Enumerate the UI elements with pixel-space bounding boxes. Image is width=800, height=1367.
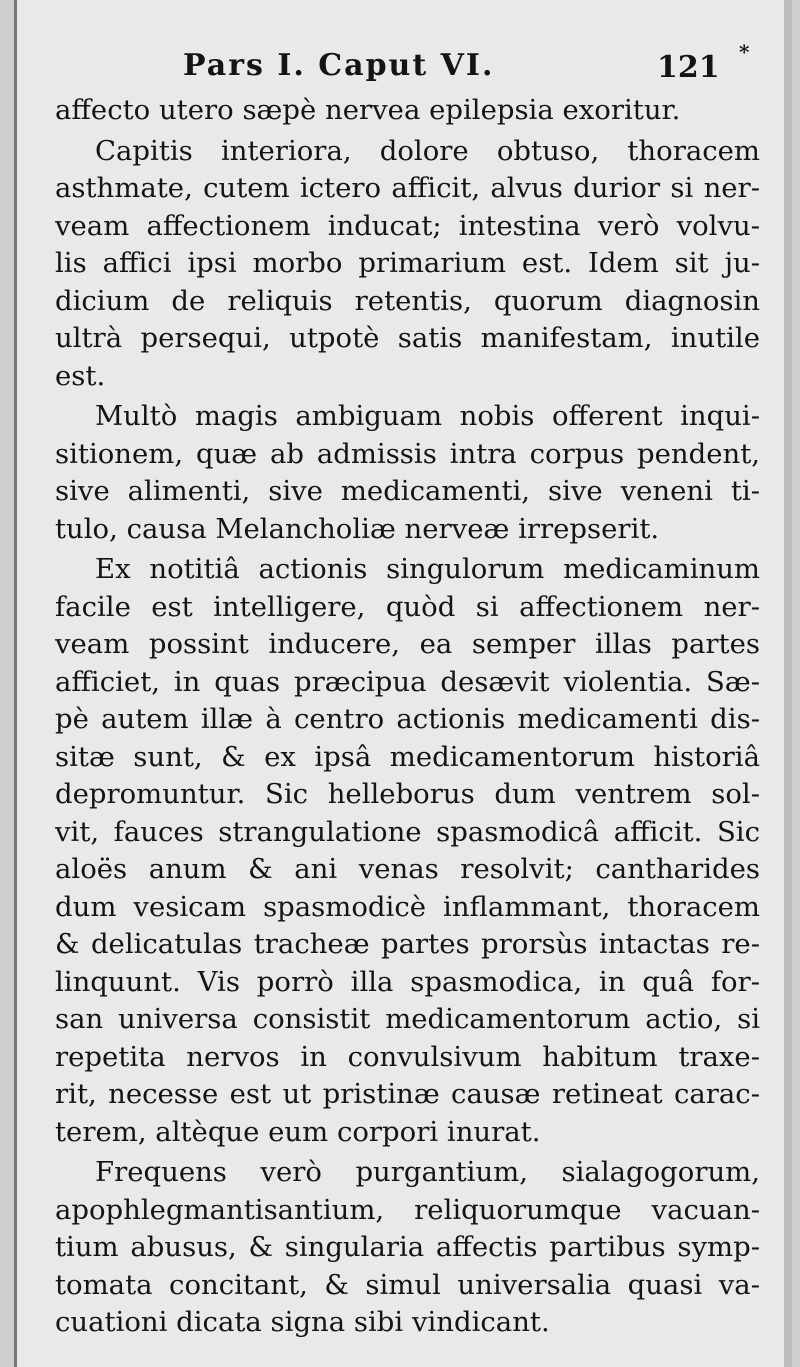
text-line: linquunt. Vis porrò illa spasmodica, in quâ for- (55, 965, 760, 998)
paragraph (55, 1154, 760, 1342)
text-line: tomata concitant, & simul universalia quasi va- (55, 1268, 760, 1301)
page-header-title: Pars I. Caput VI. (183, 48, 495, 83)
paragraph (55, 398, 760, 548)
text-line: repetita nervos in convulsivum habitum traxe- (55, 1040, 760, 1073)
text-line: sitæ sunt, & ex ipsâ medicamentorum historiâ (55, 740, 760, 773)
text-line: veam possint inducere, ea semper illas partes (55, 628, 760, 660)
text-line: san universa consistit medicamentorum actio, si (55, 1003, 760, 1035)
body-text (55, 92, 760, 1342)
paragraph (55, 551, 760, 1151)
text-line: pè autem illæ à centro actionis medicamenti dis- (55, 703, 760, 735)
text-line: sive alimenti, sive medicamenti, sive veneni ti- (55, 475, 760, 507)
text-line: apophlegmantisantium, reliquorumque vacuan- (55, 1193, 760, 1226)
text-line: terem, altèque eum corpori inurat. (55, 1115, 541, 1148)
text-line: est. (55, 359, 106, 392)
text-line: veam affectionem inducat; intestina verò volvu- (55, 209, 760, 242)
paragraph (55, 92, 760, 130)
text-line: asthmate, cutem ictero afficit, alvus durior si ner- (55, 172, 760, 204)
text-line: Multò magis ambiguam nobis offerent inqui- (95, 400, 760, 432)
text-line: dicium de reliquis retentis, quorum diagnosin (55, 284, 760, 317)
text-line: Capitis interiora, dolore obtuso, thoracem (95, 134, 760, 167)
text-line: dum vesicam spasmodicè inflammant, thoracem (55, 890, 760, 923)
text-line: Ex notitiâ actionis singulorum medicaminum (95, 553, 760, 585)
text-line: sitionem, quæ ab admissis intra corpus pendent, (55, 437, 760, 470)
text-line: ultrà persequi, utpotè satis manifestam, inutile (55, 322, 760, 354)
text-line: aloës anum & ani venas resolvit; cantharides (55, 853, 760, 885)
text-line: depromuntur. Sic helleborus dum ventrem sol- (55, 778, 760, 810)
text-line: rit, necesse est ut pristinæ causæ retineat carac- (55, 1078, 760, 1110)
paragraph (55, 133, 760, 396)
running-head (17, 40, 795, 88)
text-line: facile est intelligere, quòd si affectionem ner- (55, 590, 760, 623)
text-line: afficiet, in quas præcipua desævit violentia. Sæ- (55, 665, 760, 698)
page-edge-shadow (784, 0, 792, 1367)
book-page (14, 0, 792, 1367)
text-line: tulo, causa Melancholiæ nerveæ irrepserit. (55, 512, 660, 545)
text-line: tium abusus, & singularia affectis partibus symp- (55, 1231, 760, 1263)
signature-mark: * (739, 40, 750, 64)
text-line: & delicatulas tracheæ partes prorsùs intactas re- (55, 928, 760, 960)
text-line: lis affici ipsi morbo primarium est. Idem sit ju- (55, 247, 760, 279)
text-line: affecto utero sæpè nervea epilepsia exoritur. (55, 94, 681, 126)
text-line: vit, fauces strangulatione spasmodicâ afficit. Sic (55, 815, 760, 848)
page-number: 121 (657, 50, 720, 85)
text-line: cuationi dicata signa sibi vindicant. (55, 1306, 550, 1338)
text-line: Frequens verò purgantium, sialagogorum, (95, 1156, 760, 1188)
